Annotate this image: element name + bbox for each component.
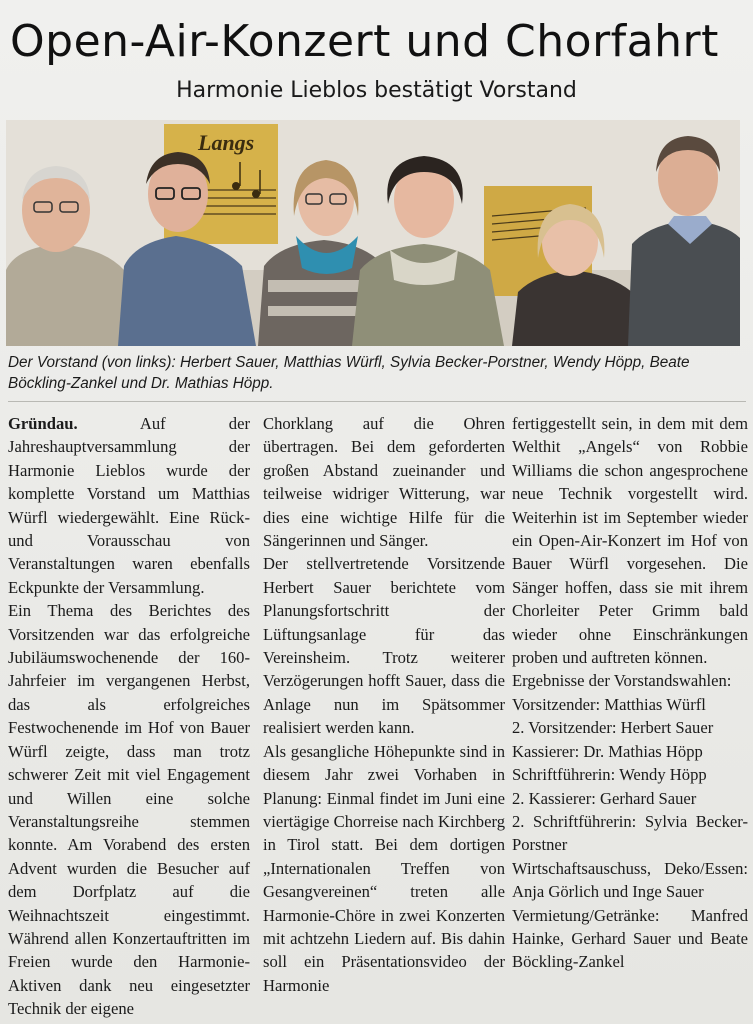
article-body [8, 412, 748, 1020]
article-column-2 [263, 412, 505, 997]
paragraph: Als gesangliche Höhepunkte sind in diesem Jahr zwei Vorhaben in Planung: Einmal findet im Juni eine viertägige Chorreise nach Kirchberg in Tirol statt. Bei dem dortigen „Internationalen Treffen von Gesangvereinen“ treten alle Harmonie-Chöre in zwei Konzerten mit achtzehn Liedern auf. Bis dahin soll ein Präsentationsvideo der Harmonie [263, 741, 505, 995]
paragraph [8, 412, 250, 599]
dateline: Gründau. [8, 414, 78, 433]
results-heading: Ergebnisse der Vorstandswahlen: [512, 671, 732, 691]
paragraph: Der stellvertretende Vorsitzende Herbert Sauer berichtete vom Planungsfortschritt der Lüftungsanlage für das Vereinsheim. Trotz weiterer Verzögerungen hofft Sauer, dass die Anlage nun im Spätsommer realisiert werden kann. [263, 554, 505, 738]
paragraph: Chorklang auf die Ohren übertragen. Bei dem geforderten großen Abstand zueinander und teilweise widriger Witterung, war dies eine wichtige Hilfe für die Sängerinnen und Sänger. [263, 414, 505, 551]
group-photo [6, 120, 740, 346]
paragraph: fertiggestellt sein, in dem mit dem Welthit „Angels“ von Robbie Williams die schon angesprochene neue Technik vorgestellt wird. Weiterhin ist im September wieder ein Open-Air-Konzert im Hof von Bauer Würfl vorgesehen. Die Sänger hoffen, dass sie mit ihrem Chorleiter Peter Grimm bald wieder ohne Einschränkungen proben und auftreten können. [512, 414, 748, 668]
result-line: 2. Vorsitzender: Herbert Sauer [512, 718, 714, 738]
result-line: Kassierer: Dr. Mathias Höpp [512, 741, 703, 761]
article-column-3 [512, 412, 748, 974]
paragraph-text: Auf der Jahreshauptversammlung der Harmonie Lieblos wurde der komplette Vorstand um Matthias Würfl wiedergewählt. Eine Rück- und Vorausschau von Veranstaltungen waren ebenfalls Eckpunkte der Versammlung. [8, 414, 250, 597]
result-line: 2. Schriftführerin: Sylvia Becker-Porstner [512, 811, 748, 855]
result-line: 2. Kassierer: Gerhard Sauer [512, 788, 697, 808]
photo-caption: Der Vorstand (von links): Herbert Sauer, Matthias Würfl, Sylvia Becker-Porstner, Wendy Höpp, Beate Böckling-Zankel und Dr. Mathias Höpp. [8, 354, 690, 392]
article-column-1 [8, 412, 250, 1021]
result-line: Vorsitzender: Matthias Würfl [512, 694, 706, 714]
music-sign-text: Langs [198, 130, 255, 155]
result-line: Wirtschaftsauschuss, Deko/Essen: Anja Görlich und Inge Sauer [512, 858, 748, 902]
article-subheadline: Harmonie Lieblos bestätigt Vorstand [176, 78, 577, 103]
result-line: Schriftführerin: Wendy Höpp [512, 765, 707, 785]
paragraph: Ein Thema des Berichtes des Vorsitzenden war das erfolgreiche Jubiläumswochenende der 160-Jahrfeier im vergangenen Herbst, das als erfolgreiches Festwochenende im Hof von Bauer Würfl zeigte, dass man trotz schwerer Zeit mit viel Engagement und Willen eine solche Veranstaltungsreihe stemmen konnte. Am Vorabend des ersten Advent wurden die Besucher auf dem Dorfplatz auf die Weihnachtszeit eingestimmt. Während allen Konzertauftritten im Freien wurde den Harmonie-Aktiven dank neu eingesetzter Technik der eigene [8, 601, 250, 1019]
result-line: Vermietung/Getränke: Manfred Hainke, Gerhard Sauer und Beate Böckling-Zankel [512, 905, 748, 972]
divider [8, 401, 746, 402]
article-headline: Open-Air-Konzert und Chorfahrt [10, 16, 719, 67]
